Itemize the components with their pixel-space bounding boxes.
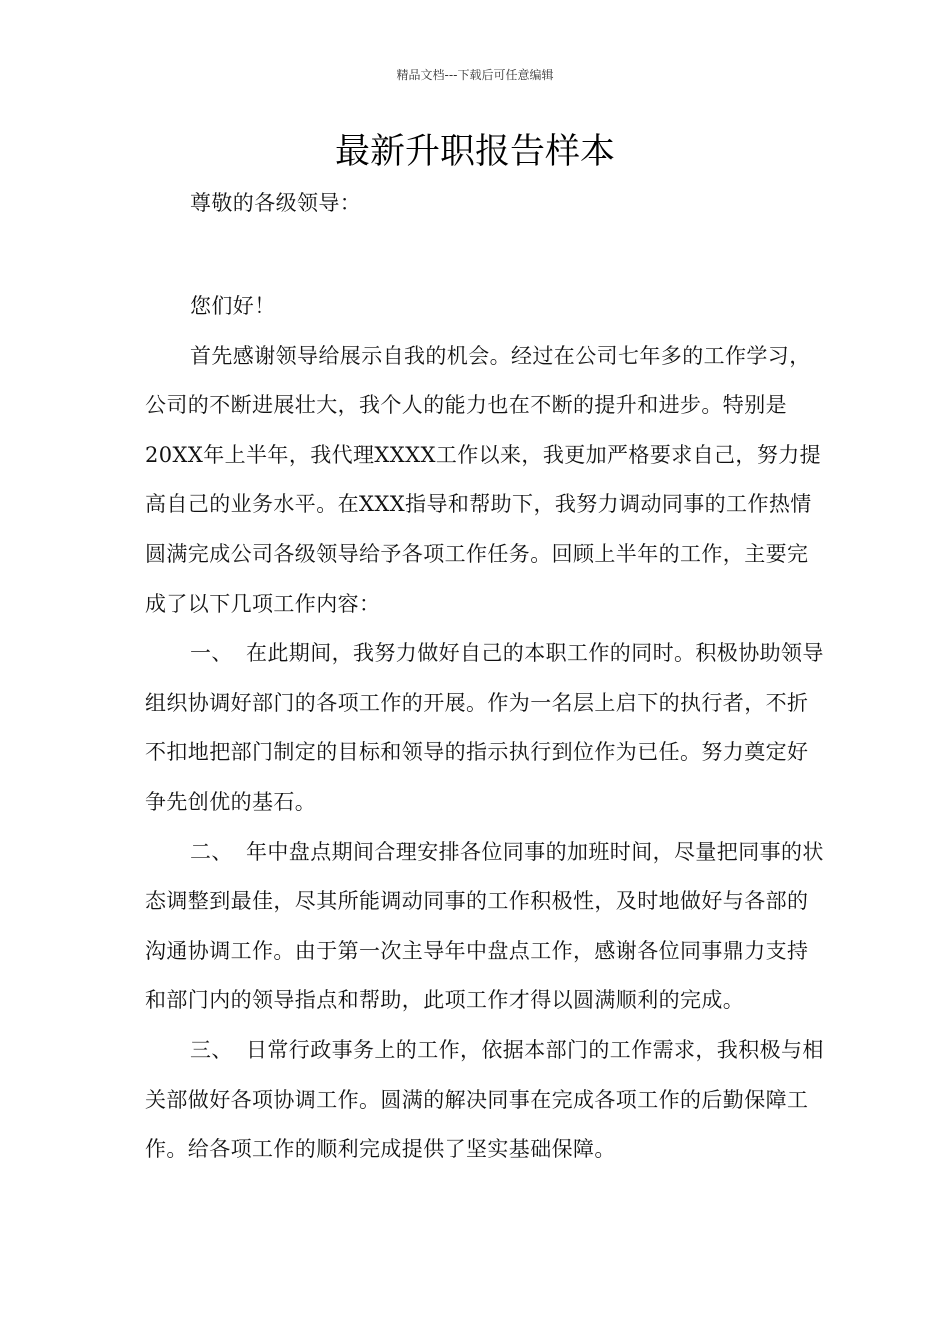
intro-paragraph: 首先感谢领导给展示自我的机会。经过在公司七年多的工作学习，公司的不断进展壮大，我个人的能力也在不断的提升和进步。特别是20XX年上半年，我代理XXXX工作以来，我更加严格要求自己，努力提高自己的业务水平。在XXX指导和帮助下，我努力调动同事的工作热情圆满完成公司各级领导给予各项工作任务。回顾上半年的工作，主要完成了以下几项工作内容： [145, 343, 822, 616]
list-number: 三、 [190, 1037, 233, 1062]
list-item-1 [145, 629, 825, 827]
greeting: 您们好！ [190, 294, 276, 318]
list-text: 在此期间，我努力做好自己的本职工作的同时。积极协助领导组织协调好部门的各项工作的开展。作为一名层上启下的执行者，不折不扣地把部门制定的目标和领导的指示执行到位作为已任。努力奠定好争先创优的基石。 [145, 641, 824, 814]
list-item-2 [145, 828, 825, 1026]
document-body [145, 282, 825, 1175]
salutation-block [145, 179, 825, 229]
list-number: 二、 [190, 839, 233, 864]
header-note: 精品文档---下载后可任意编辑 [396, 68, 554, 82]
list-text: 日常行政事务上的工作，依据本部门的工作需求，我积极与相关部做好各项协调工作。圆满的解决同事在完成各项工作的后勤保障工作。给各项工作的顺利完成提供了坚实基础保障。 [145, 1037, 824, 1162]
salutation: 尊敬的各级领导： [190, 191, 362, 215]
list-item-3 [145, 1026, 825, 1175]
list-text: 年中盘点期间合理安排各位同事的加班时间，尽量把同事的状态调整到最佳，尽其所能调动同事的工作积极性，及时地做好与各部的沟通协调工作。由于第一次主导年中盘点工作，感谢各位同事鼎力支持和部门内的领导指点和帮助，此项工作才得以圆满顺利的完成。 [145, 839, 824, 1013]
document-title: 最新升职报告样本 [334, 132, 615, 172]
list-number: 一、 [190, 641, 233, 666]
